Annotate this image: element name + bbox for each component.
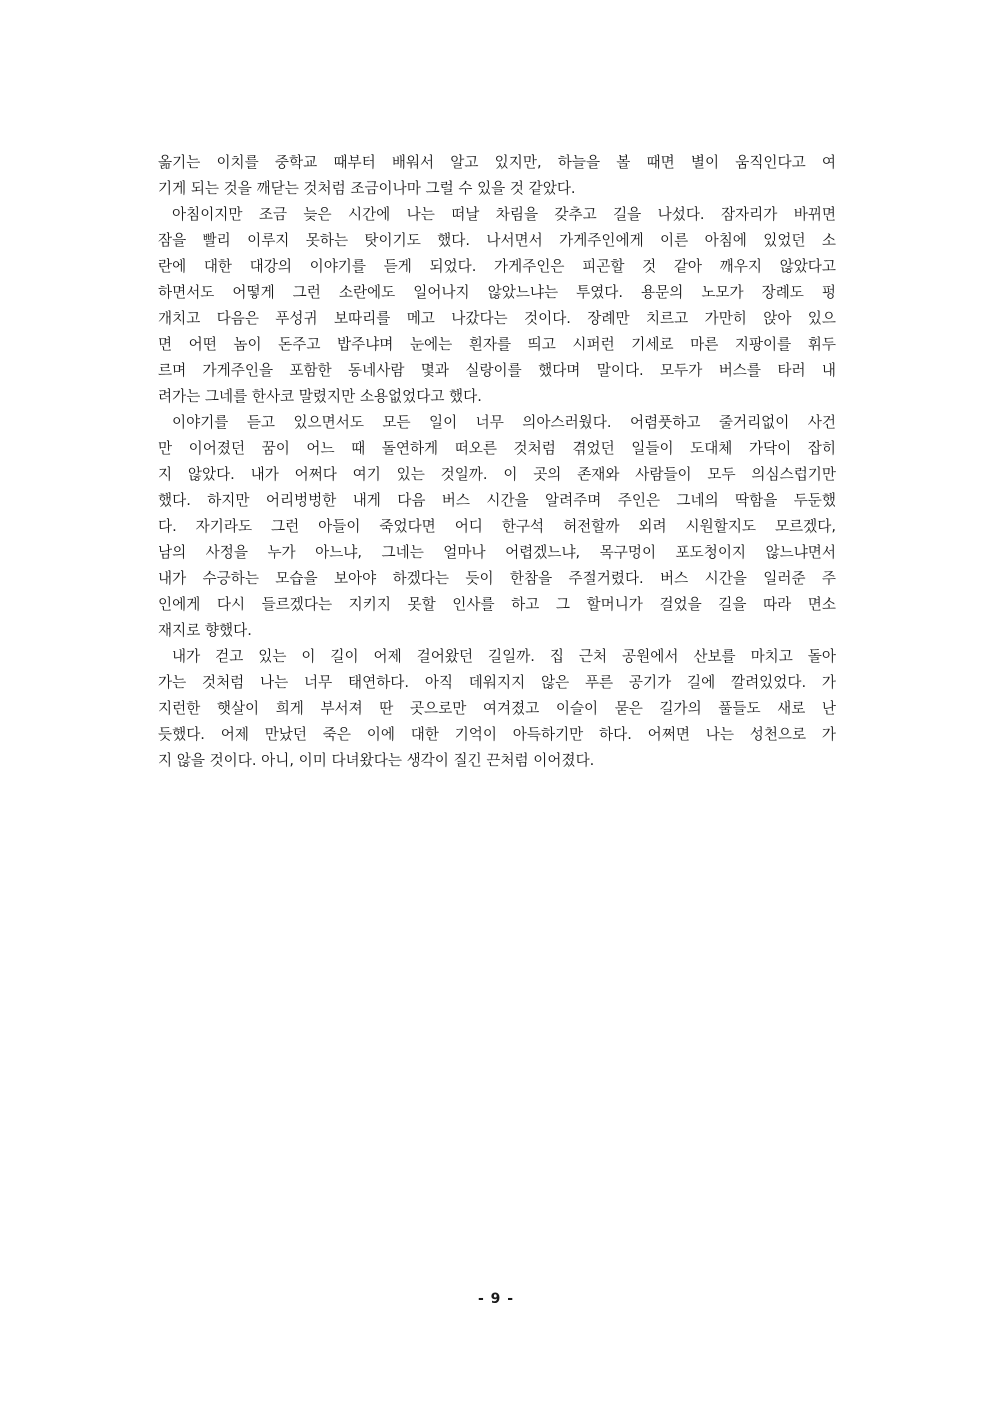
text-line: 개치고 다음은 푸성귀 보따리를 메고 나갔다는 것이다. 장례만 치르고 가만히 앉아 있으: [158, 310, 836, 327]
text-line: 잠을 빨리 이루지 못하는 탓이기도 했다. 나서면서 가게주인에게 이른 아침에 있었던 소: [158, 232, 836, 249]
text-line: 다. 자기라도 그런 아들이 죽었다면 어디 한구석 허전할까 외려 시원할지도 모르겠다,: [158, 518, 836, 535]
text-line: 기게 되는 것을 깨닫는 것처럼 조금이나마 그럴 수 있을 것 같았다.: [158, 180, 576, 197]
text-line: 옮기는 이치를 중학교 때부터 배워서 알고 있지만, 하늘을 볼 때면 별이 움직인다고 여: [158, 154, 836, 171]
text-line: 란에 대한 대강의 이야기를 듣게 되었다. 가게주인은 피곤할 것 같아 깨우지 않았다고: [158, 258, 836, 275]
text-line: 인에게 다시 들르겠다는 지키지 못할 인사를 하고 그 할머니가 걸었을 길을 따라 면소: [158, 596, 836, 613]
text-line: 내가 걷고 있는 이 길이 어제 걸어왔던 길일까. 집 근처 공원에서 산보를 마치고 돌아: [172, 648, 836, 665]
page-number: - 9 -: [477, 1291, 515, 1307]
text-line: 지 않을 것이다. 아니, 이미 다녀왔다는 생각이 질긴 끈처럼 이어졌다.: [158, 752, 595, 769]
text-line: 가는 것처럼 나는 너무 태연하다. 아직 데워지지 않은 푸른 공기가 길에 깔려있었다. 가: [158, 674, 836, 691]
text-line: 려가는 그네를 한사코 말렸지만 소용없었다고 했다.: [158, 388, 482, 405]
text-line: 르며 가게주인을 포함한 동네사람 몇과 실랑이를 했다며 말이다. 모두가 버스를 타러 내: [158, 362, 836, 379]
body-text: [158, 150, 836, 774]
text-line: 면 어떤 놈이 돈주고 밥주냐며 눈에는 흰자를 띄고 시퍼런 기세로 마른 지팡이를 휘두: [158, 336, 836, 353]
text-line: 지런한 햇살이 희게 부서져 딴 곳으로만 여겨졌고 이슬이 묻은 길가의 풀들도 새로 난: [158, 700, 836, 717]
text-line: 남의 사정을 누가 아느냐, 그네는 얼마나 어렵겠느냐, 목구멍이 포도청이지 않느냐면서: [158, 544, 836, 561]
text-line: 하면서도 어떻게 그런 소란에도 일어나지 않았느냐는 투였다. 용문의 노모가 장례도 펑: [158, 284, 836, 301]
text-line: 아침이지만 조금 늦은 시간에 나는 떠날 차림을 갖추고 길을 나섰다. 잠자리가 바뀌면: [172, 206, 836, 223]
text-line: 내가 수긍하는 모습을 보아야 하겠다는 듯이 한참을 주절거렸다. 버스 시간을 일러준 주: [158, 570, 836, 587]
text-line: 듯했다. 어제 만났던 죽은 이에 대한 기억이 아득하기만 하다. 어쩌면 나는 성천으로 가: [158, 726, 836, 743]
text-line: 만 이어졌던 꿈이 어느 때 돌연하게 떠오른 것처럼 겪었던 일들이 도대체 가닥이 잡히: [158, 440, 836, 457]
text-line: 재지로 향했다.: [158, 622, 252, 639]
text-line: 지 않았다. 내가 어쩌다 여기 있는 것일까. 이 곳의 존재와 사람들이 모두 의심스럽기만: [158, 466, 836, 483]
text-line: 이야기를 듣고 있으면서도 모든 일이 너무 의아스러웠다. 어렴풋하고 줄거리없이 사건: [172, 414, 836, 431]
text-line: 했다. 하지만 어리벙벙한 내게 다음 버스 시간을 알려주며 주인은 그네의 딱함을 두둔했: [158, 492, 836, 509]
